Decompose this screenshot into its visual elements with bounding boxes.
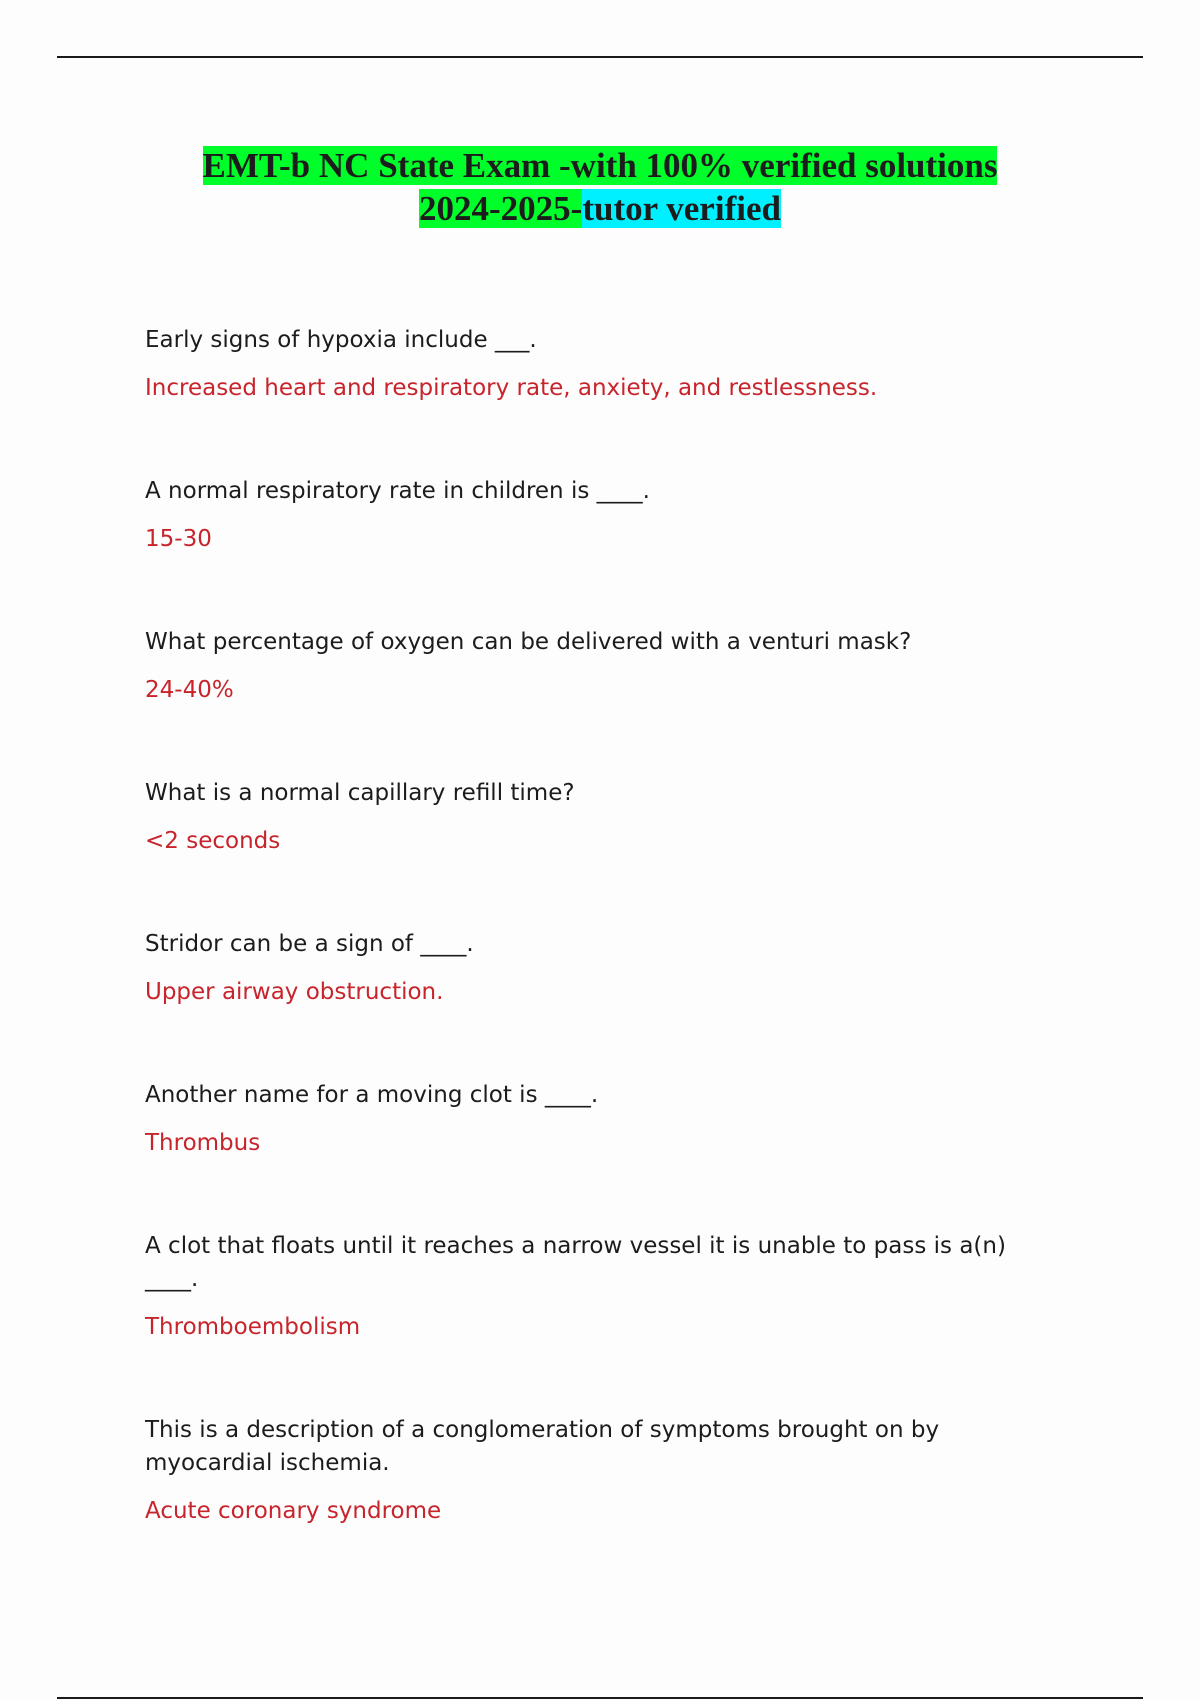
question-text: What percentage of oxygen can be delivered with a venturi mask? [145, 629, 912, 655]
qa-item [145, 1414, 1065, 1528]
question-text: Early signs of hypoxia include ___. [145, 327, 537, 353]
title-year: 2024-2025- [419, 189, 583, 228]
answer-text: <2 seconds [145, 828, 281, 854]
answer-text: 24-40% [145, 677, 234, 703]
footer-rule [57, 1697, 1143, 1699]
question-text: What is a normal capillary refill time? [145, 780, 575, 806]
qa-item [145, 928, 1065, 1009]
question-text: This is a description of a conglomeration of symptoms brought on by myocardial ischemia. [145, 1417, 940, 1476]
answer-text: 15-30 [145, 526, 212, 552]
qa-item [145, 1079, 1065, 1160]
qa-item [145, 777, 1065, 858]
document-title [0, 144, 1200, 230]
title-line-1: EMT-b NC State Exam -with 100% verified solutions [202, 146, 998, 185]
question-text: Another name for a moving clot is ____. [145, 1082, 599, 1108]
qa-item [145, 324, 1065, 405]
qa-list [145, 324, 1065, 1598]
answer-text: Upper airway obstruction. [145, 979, 444, 1005]
qa-item [145, 1230, 1065, 1344]
answer-text: Thrombus [145, 1130, 261, 1156]
answer-text: Increased heart and respiratory rate, anxiety, and restlessness. [145, 375, 878, 401]
qa-item [145, 626, 1065, 707]
qa-item [145, 475, 1065, 556]
question-text: A clot that floats until it reaches a narrow vessel it is unable to pass is a(n) ____. [145, 1233, 1006, 1292]
title-tutor-verified: tutor verified [582, 189, 781, 228]
header-rule [57, 56, 1143, 58]
question-text: A normal respiratory rate in children is ____. [145, 478, 650, 504]
answer-text: Thromboembolism [145, 1314, 361, 1340]
answer-text: Acute coronary syndrome [145, 1498, 442, 1524]
question-text: Stridor can be a sign of ____. [145, 931, 474, 957]
